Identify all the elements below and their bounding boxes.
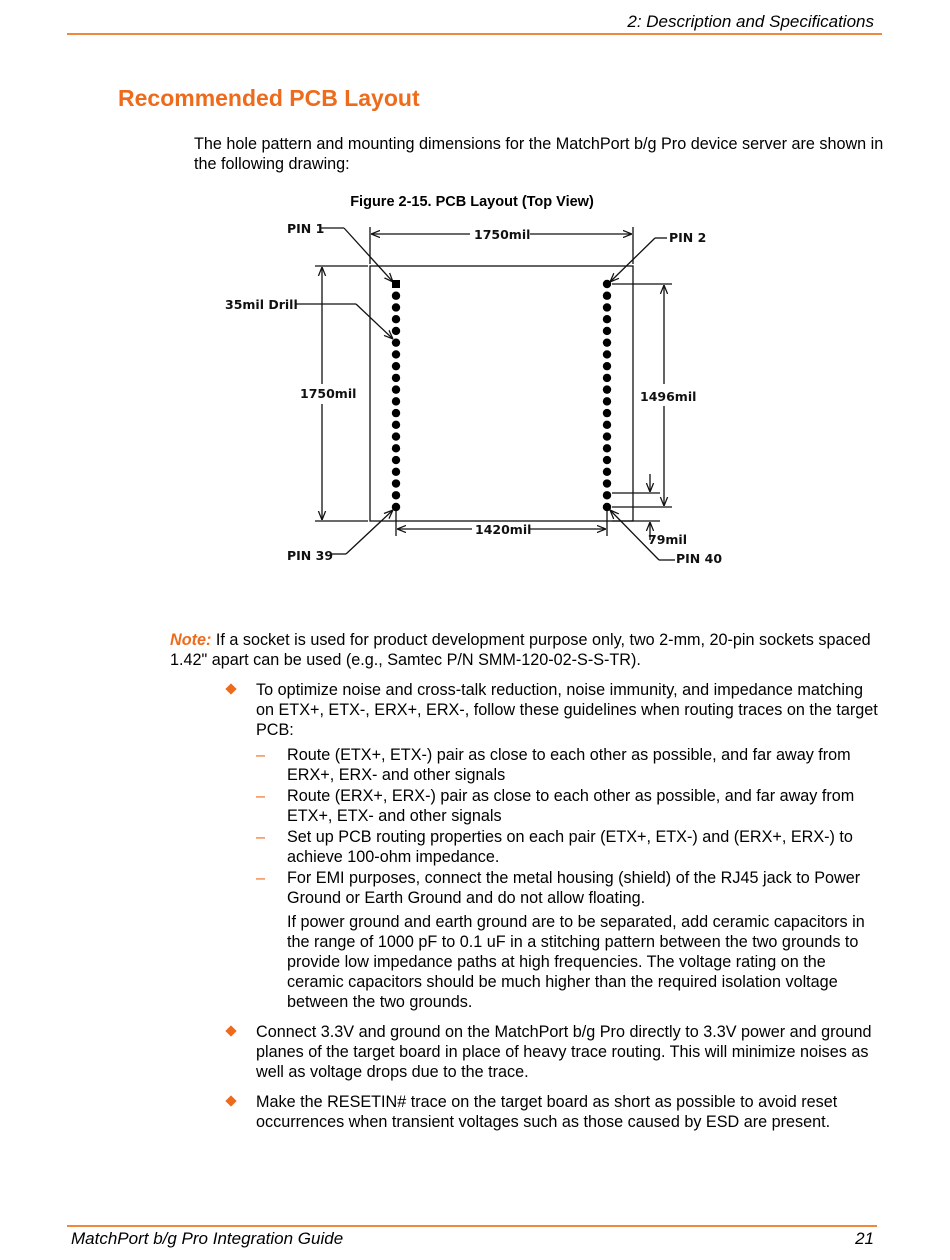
- pin-hole-right: [603, 491, 611, 499]
- footer-title: MatchPort b/g Pro Integration Guide: [71, 1229, 344, 1248]
- pin-hole-left: [392, 456, 400, 464]
- row-length-label: 1496mil: [640, 389, 697, 404]
- pin-hole-right: [603, 444, 611, 452]
- pin-hole-right: [603, 421, 611, 429]
- pin-hole-left: [392, 280, 400, 288]
- pin-hole-left: [392, 315, 400, 323]
- list-item-text: To optimize noise and cross-talk reduction, noise immunity, and impedance matching on ETX+, ETX-, ERX+, ERX-, follow these guidelines when routing traces on the target PCB:: [256, 681, 878, 739]
- pin-hole-right: [603, 432, 611, 440]
- pin-hole-left: [392, 444, 400, 452]
- guideline-list: [226, 680, 881, 1142]
- drill-label: 35mil Drill: [225, 297, 298, 312]
- page-number: 21: [855, 1229, 874, 1248]
- list-item: [226, 1022, 881, 1082]
- pin-hole-right: [603, 397, 611, 405]
- footer-rule: [67, 1225, 877, 1227]
- list-item: [226, 680, 881, 1012]
- dash-icon: –: [256, 787, 266, 805]
- list-item: [226, 1092, 881, 1132]
- note-label: Note:: [170, 631, 212, 649]
- header-rule: [67, 33, 882, 35]
- note-text: If a socket is used for product development purpose only, two 2-mm, 20-pin sockets spaced 1.42" apart can be used (e.g., Samtec P/N SMM-120-02-S-S-TR).: [170, 631, 871, 669]
- pin2-label: PIN 2: [669, 230, 707, 245]
- pin-hole-right: [603, 280, 611, 288]
- pin-hole-right: [603, 338, 611, 346]
- pin-hole-left: [392, 338, 400, 346]
- pin-hole-left: [392, 362, 400, 370]
- ground-separation-paragraph: If power ground and earth ground are to be separated, add ceramic capacitors in the range of 1000 pF to 0.1 uF in a stitching pattern between the two grounds to provide low impedance paths at high frequencies. The voltage rating on the ceramic capacitors should be much higher than the required isolation voltage between the two grounds.: [287, 913, 865, 1011]
- height-label: 1750mil: [300, 386, 357, 401]
- pin-hole-right: [603, 503, 611, 511]
- pin40-label: PIN 40: [676, 551, 723, 566]
- sub-list: [256, 745, 881, 1012]
- pin-hole-left: [392, 397, 400, 405]
- pin-hole-right: [603, 374, 611, 382]
- pin-hole-right: [603, 303, 611, 311]
- pin-hole-left: [392, 468, 400, 476]
- pin-hole-left: [392, 327, 400, 335]
- pin-hole-right: [603, 385, 611, 393]
- offset-label: 79mil: [648, 532, 687, 547]
- running-header: 2: Description and Specifications: [627, 12, 874, 31]
- pin-hole-right: [603, 479, 611, 487]
- diamond-bullet-icon: [225, 1095, 236, 1106]
- row-spacing-label: 1420mil: [475, 522, 532, 537]
- pin-hole-left: [392, 385, 400, 393]
- section-title: Recommended PCB Layout: [118, 85, 420, 111]
- pin-hole-right: [603, 315, 611, 323]
- pin1-label: PIN 1: [287, 221, 325, 236]
- diamond-bullet-icon: [225, 683, 236, 694]
- pin-hole-right: [603, 327, 611, 335]
- sub-list-item: – For EMI purposes, connect the metal housing (shield) of the RJ45 jack to Power Ground or Earth Ground and do not allow floating.: [256, 869, 861, 907]
- dash-icon: –: [256, 869, 266, 887]
- pin-hole-right: [603, 456, 611, 464]
- dash-icon: –: [256, 828, 266, 846]
- pin-hole-left: [392, 421, 400, 429]
- pin-hole-right: [603, 468, 611, 476]
- sub-list-item: – Set up PCB routing properties on each pair (ETX+, ETX-) and (ERX+, ERX-) to achieve 100-ohm impedance.: [256, 828, 853, 866]
- width-label: 1750mil: [474, 227, 531, 242]
- list-item-text: Make the RESETIN# trace on the target board as short as possible to avoid reset occurrences when transient voltages such as those caused by ESD are present.: [256, 1093, 838, 1131]
- diamond-bullet-icon: [225, 1025, 236, 1036]
- sub-list-item: – Route (ERX+, ERX-) pair as close to each other as possible, and far away from ETX+, ETX- and other signals: [256, 787, 855, 825]
- board-outline: [370, 266, 633, 521]
- pin39-label: PIN 39: [287, 548, 334, 563]
- pin-hole-left: [392, 292, 400, 300]
- pin-hole-left: [392, 491, 400, 499]
- pin-hole-right: [603, 362, 611, 370]
- pin-hole-left: [392, 479, 400, 487]
- pin-hole-left: [392, 432, 400, 440]
- pin-hole-right: [603, 350, 611, 358]
- sub-list-item: – Route (ETX+, ETX-) pair as close to each other as possible, and far away from ERX+, ERX- and other signals: [256, 746, 851, 784]
- pin-hole-left: [392, 409, 400, 417]
- pin-hole-left: [392, 503, 400, 511]
- pin-hole-right: [603, 292, 611, 300]
- list-item-text: Connect 3.3V and ground on the MatchPort b/g Pro directly to 3.3V power and ground planes of the target board in place of heavy trace routing. This will minimize noises as well as voltage drops due to the trace.: [256, 1023, 872, 1081]
- pin-hole-right: [603, 409, 611, 417]
- pin-hole-left: [392, 350, 400, 358]
- intro-paragraph: The hole pattern and mounting dimensions for the MatchPort b/g Pro device server are shown in the following drawing:: [194, 135, 884, 173]
- figure-caption: Figure 2-15. PCB Layout (Top View): [350, 194, 594, 210]
- pin-hole-left: [392, 374, 400, 382]
- dash-icon: –: [256, 746, 266, 764]
- pin-hole-left: [392, 303, 400, 311]
- note-paragraph: [170, 630, 885, 670]
